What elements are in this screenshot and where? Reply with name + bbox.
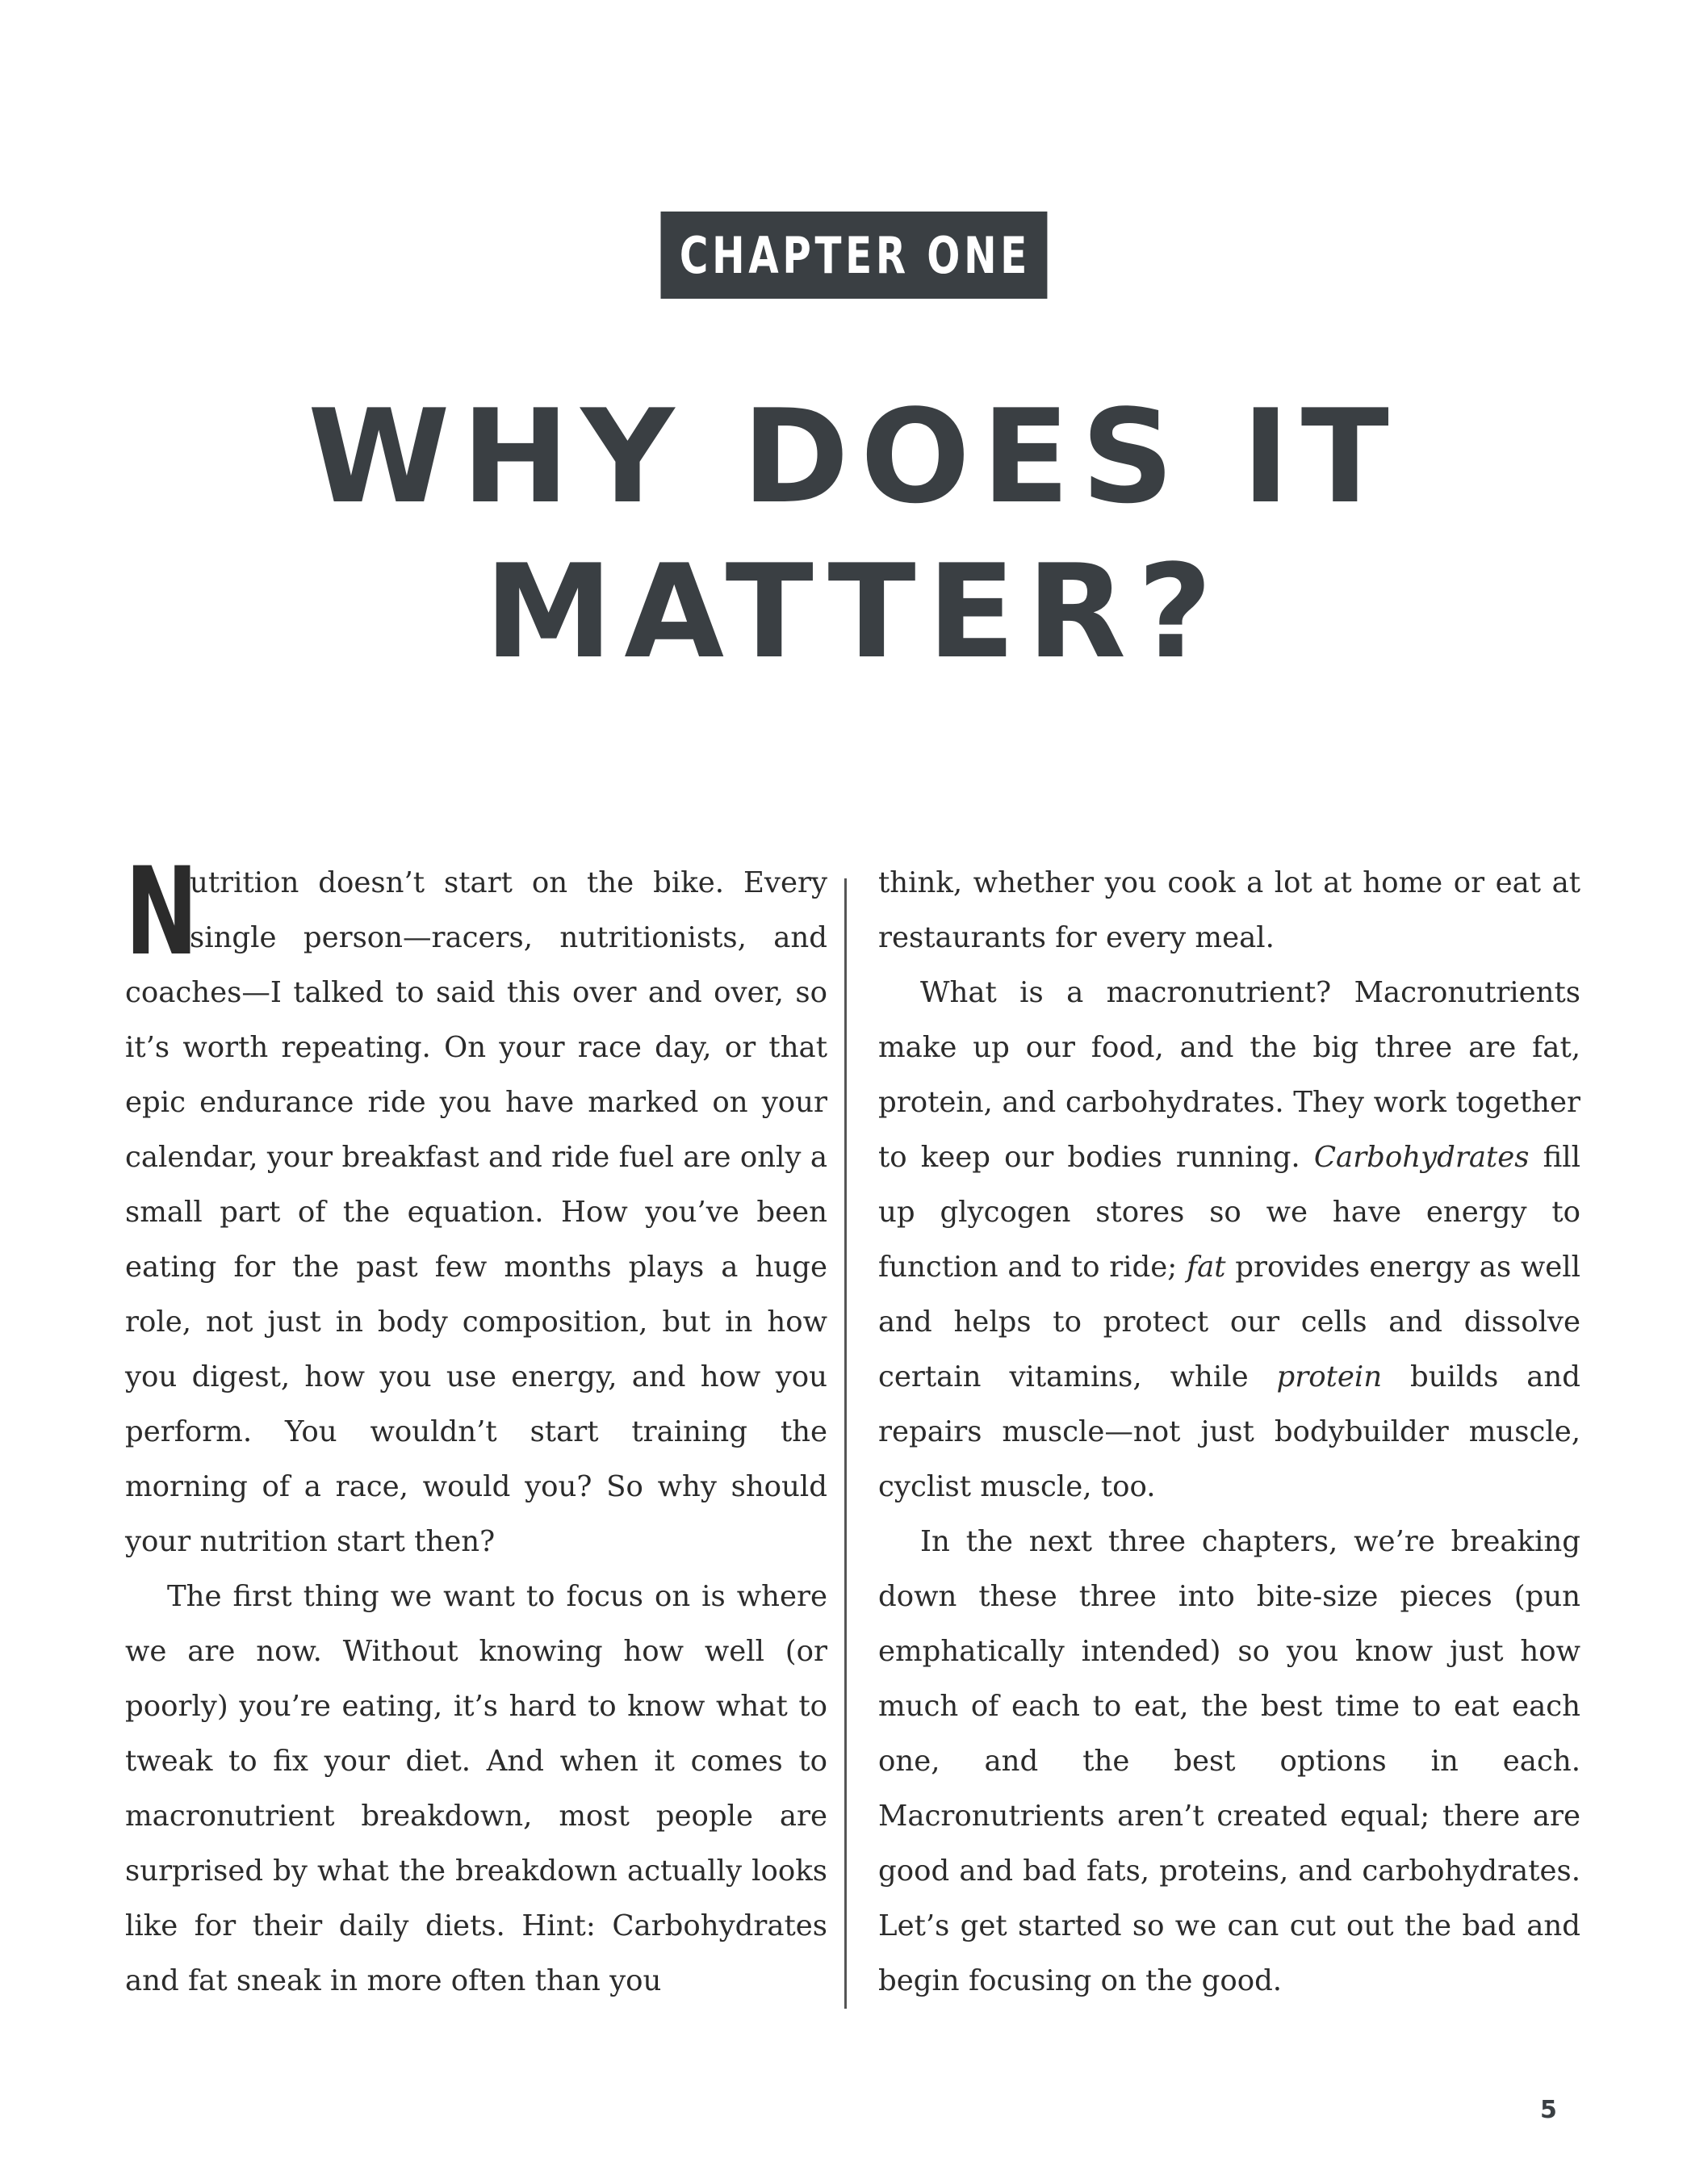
emphasis-protein: protein <box>1276 1360 1383 1393</box>
column-divider <box>844 878 847 2009</box>
emphasis-fat: fat <box>1186 1251 1226 1284</box>
chapter-title-line-1: WHY DOES IT <box>308 381 1400 532</box>
left-paragraph-1-text: utrition doesn’t start on the bike. Every single person—racers, nutritionists, and coaches—I talked to said this over and over, so it’s worth repeating. On your race day, or that epic endurance ride you have marked on your calendar, your breakfast and ride fuel are only a small part of the equation. How you’ve been eating for the past few months plays a huge role, not just in body composition, but in how you digest, how you use energy, and how you perform. You wouldn’t start training the morning of a race, would you? So why should your nutrition start then? <box>125 866 827 1558</box>
right-paragraph-2 <box>878 966 1580 1515</box>
right-column <box>878 856 1580 2009</box>
drop-cap: N <box>125 842 199 983</box>
right-paragraph-2-part-d: builds and repairs muscle—not just bodybuilder muscle, cyclist muscle, too. <box>878 1360 1580 1503</box>
chapter-label: CHAPTER ONE <box>661 212 1048 299</box>
chapter-title-line-2: MATTER? <box>484 536 1224 687</box>
chapter-title <box>0 379 1708 689</box>
left-paragraph-2: The first thing we want to focus on is where we are now. Without knowing how well (or poorly) you’re eating, it’s hard to know what to tweak to fix your diet. And when it comes to macronutrient breakdown, most people are surprised by what the breakdown actually looks like for their daily diets. Hint: Carbohydrates and fat sneak in more often than you <box>125 1580 827 1997</box>
right-paragraph-3: In the next three chapters, we’re breaking down these three into bite-size pieces (pun emphatically intended) so you know just how much of each to eat, the best time to eat each one, and the best options in each. Macronutrients aren’t created equal; there are good and bad fats, proteins, and carbohydrates. Let’s get started so we can cut out the bad and begin focusing on the good. <box>878 1525 1580 1997</box>
left-column <box>125 842 827 2009</box>
right-paragraph-1: think, whether you cook a lot at home or eat at restaurants for every meal. <box>878 866 1580 954</box>
chapter-label-container <box>0 212 1708 299</box>
right-paragraph-2-part-c: provides energy as well and helps to protect our cells and dissolve certain vitamins, while <box>878 1251 1581 1393</box>
right-paragraph-2-part-a: What is a macronutrient? Macronutrients make up our food, and the big three are fat, protein, and carbohydrates. They work together to keep our bodies running. <box>878 976 1580 1174</box>
page-number: 5 <box>1540 2096 1557 2124</box>
emphasis-carbohydrates: Carbohydrates <box>1313 1141 1530 1174</box>
left-paragraph-1 <box>125 842 827 1569</box>
right-paragraph-2-part-b: fill up glycogen stores so we have energy to function and to ride; <box>878 1141 1580 1284</box>
